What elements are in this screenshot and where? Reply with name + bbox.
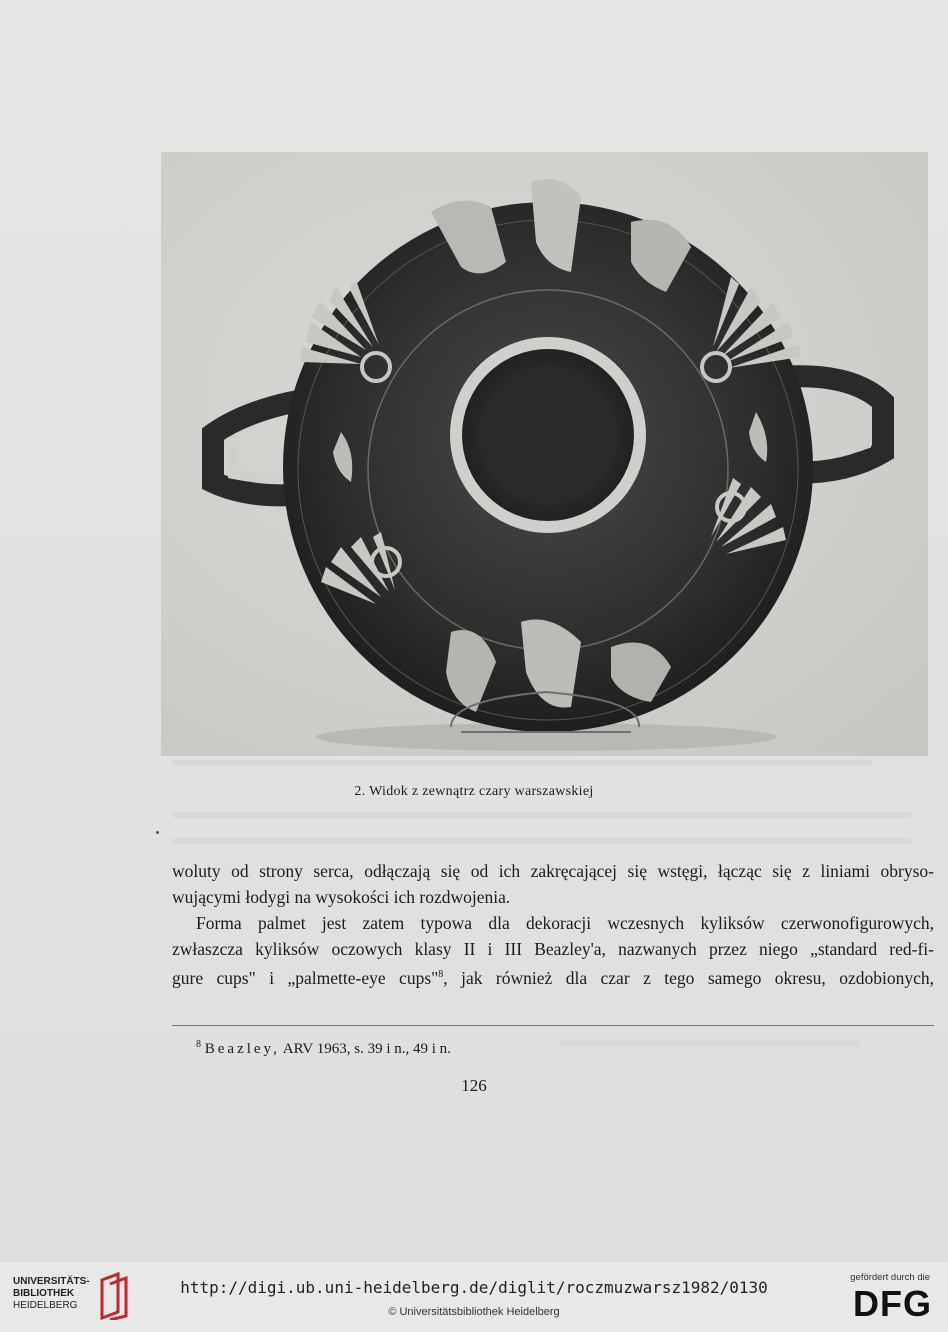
text-segment: , jak również dla czar z tego samego okresu, ozdobionych, (443, 967, 934, 988)
library-name-line: BIBLIOTHEK (13, 1288, 75, 1299)
text-line: woluty od strony serca, odłączają się od ich zakręcającej się wstęgi, łącząc się z liniami obryso- (172, 861, 934, 881)
library-name-line: UNIVERSITÄTS- (13, 1276, 90, 1287)
footnote-rule (172, 1025, 934, 1026)
text-line (172, 962, 934, 988)
dfg-logo[interactable]: DFG (853, 1283, 932, 1324)
permalink-url[interactable]: http://digi.ub.uni-heidelberg.de/diglit/roczmuzwarsz1982/0130 (180, 1278, 768, 1297)
funder-label: gefördert durch die (850, 1272, 930, 1283)
library-name-line: HEIDELBERG (13, 1300, 78, 1311)
footnote (196, 1039, 451, 1058)
photo-kylix-exterior (161, 152, 928, 756)
text-line: wującymi łodygi na wysokości ich rozdwojenia. (172, 887, 511, 907)
bleed-through (172, 838, 912, 844)
bleed-through (172, 812, 912, 818)
figure-caption: 2. Widok z zewnątrz czary warszawskiej (354, 784, 594, 799)
text-segment: gure cups" i „palmette-eye cups" (172, 967, 439, 988)
footnote-text: ARV 1963, s. 39 i n., 49 i n. (282, 1041, 451, 1057)
text-line: zwłaszcza kyliksów oczowych klasy II i III Beazley'a, nazwanych przez niego „standard red-fi- (172, 939, 934, 959)
viewer-footer (0, 1262, 948, 1332)
paragraph-2 (172, 910, 934, 988)
speck (156, 831, 159, 834)
bleed-through (172, 760, 872, 766)
page-number: 126 (461, 1076, 487, 1095)
footnote-ref: 8 (438, 969, 444, 980)
footnote-author: Beazley, (204, 1041, 280, 1057)
footnote-number: 8 (196, 1039, 201, 1050)
paragraph-1 (172, 858, 934, 910)
copyright-notice: © Universitätsbibliothek Heidelberg (388, 1306, 560, 1318)
text-line: Forma palmet jest zatem typowa dla dekoracji wczesnych kyliksów czerwonofigurowych, (196, 913, 934, 933)
bleed-through (560, 1040, 860, 1046)
